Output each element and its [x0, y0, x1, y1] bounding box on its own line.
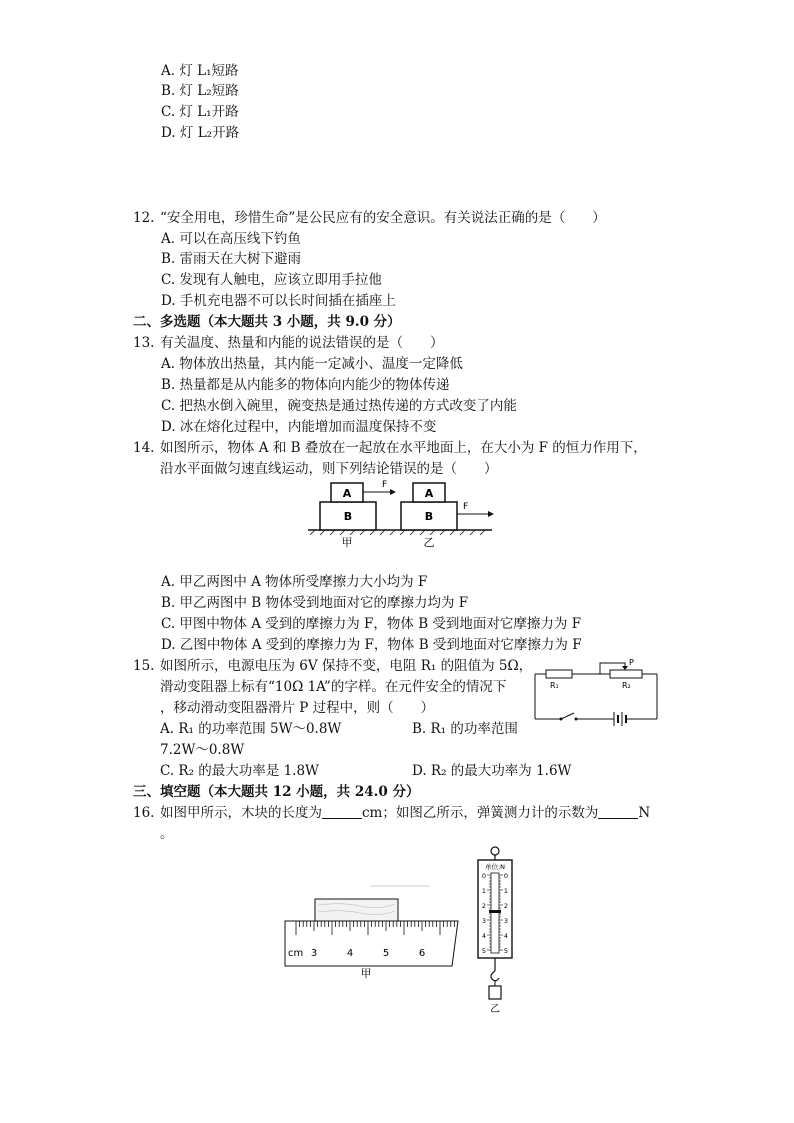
q13-option-c: C. 把热水倒入碗里，碗变热是通过热传递的方式改变了内能 [161, 398, 517, 414]
q15-stem-line3: ，移动滑动变阻器滑片 P 过程中，则（ ） [160, 700, 435, 716]
q16-blank-force[interactable] [598, 805, 638, 819]
ruler-body [285, 921, 458, 966]
scale-pointer [489, 910, 501, 913]
slider-label-p: P [629, 658, 634, 667]
q12-option-c: C. 发现有人触电，应该立即用手拉他 [161, 272, 382, 288]
wooden-block [315, 899, 398, 921]
q15-stem-line2: 滑动变阻器上标有“10Ω 1A”的字样。在元件安全的情况下 [160, 679, 507, 695]
label-r1: R₁ [550, 681, 559, 690]
meter-left-tick-5: 5 [481, 947, 487, 955]
meter-left-tick-4: 4 [481, 932, 487, 940]
rheostat-r2 [610, 670, 642, 678]
q15-circuit-diagram [530, 655, 662, 727]
jia-label-a: A [342, 487, 352, 500]
q11-option-b: B. 灯 L₂短路 [161, 83, 239, 99]
label-r2: R₂ [622, 681, 631, 690]
jia-caption: 甲 [341, 536, 353, 548]
meter-left-tick-2: 2 [481, 902, 487, 910]
meter-right-tick-0: 0 [503, 872, 509, 880]
q12-option-b: B. 雷雨天在大树下避雨 [161, 251, 302, 267]
scale-top-ring [491, 847, 499, 855]
yi-force-arrowhead [488, 511, 494, 517]
q11-option-c: C. 灯 L₁开路 [161, 104, 239, 120]
hanging-weight [489, 986, 501, 999]
q16-number: 16. [133, 805, 155, 821]
q15-option-a: A. R₁ 的功率范围 5W～0.8W [160, 721, 342, 737]
q16-spring-scale-figure [470, 845, 520, 1015]
meter-left-tick-1: 1 [481, 887, 487, 895]
yi-label-b: B [424, 510, 434, 523]
q15-number: 15. [133, 658, 155, 674]
switch-icon [561, 713, 574, 719]
q16-stem-part2: cm；如图乙所示，弹簧测力计的示数为 [362, 805, 599, 821]
q14-option-c: C. 甲图中物体 A 受到的摩擦力为 F，物体 B 受到地面对它摩擦力为 F [161, 616, 582, 632]
q15-option-c: C. R₂ 的最大功率是 1.8W [160, 763, 319, 779]
meter-right-tick-1: 1 [503, 887, 509, 895]
section-heading-multiple-choice: 二、多选题（本大题共 3 小题，共 9.0 分） [133, 314, 401, 330]
q14-option-b: B. 甲乙两图中 B 物体受到地面对它的摩擦力均为 F [161, 595, 469, 611]
q15-stem-line1: 如图所示，电源电压为 6V 保持不变，电阻 R₁ 的阻值为 5Ω， [160, 658, 533, 674]
q16-stem-unit-n: N [638, 805, 651, 821]
q12-number: 12. [133, 210, 155, 226]
scale-hook-icon [491, 971, 499, 981]
q12-option-a: A. 可以在高压线下钓鱼 [161, 231, 301, 247]
scale-caption: 乙 [490, 1004, 500, 1015]
yi-caption: 乙 [423, 536, 435, 548]
scale-header-label: 单位:N [484, 863, 506, 871]
yi-label-f: F [463, 502, 469, 512]
q16-stem-part1: 如图甲所示，木块的长度为 [160, 805, 322, 821]
battery-icon [614, 712, 626, 726]
q14-stem-line2: 沿水平面做匀速直线运动，则下列结论错误的是（ ） [160, 461, 498, 477]
q12-stem: “安全用电，珍惜生命”是公民应有的安全意识。有关说法正确的是（ ） [160, 210, 606, 226]
ruler-tick-5: 5 [382, 948, 390, 959]
q14-number: 14. [133, 440, 155, 456]
ruler-tick-6: 6 [418, 948, 426, 959]
meter-left-tick-3: 3 [481, 917, 487, 925]
q11-option-d: D. 灯 L₂开路 [161, 125, 240, 141]
slider-arrowhead [622, 666, 628, 670]
q14-option-a: A. 甲乙两图中 A 物体所受摩擦力大小均为 F [161, 574, 428, 590]
q15-option-b: B. R₁ 的功率范围 [412, 721, 518, 737]
q13-option-d: D. 冰在熔化过程中，内能增加而温度保持不变 [161, 419, 437, 435]
q11-option-a: A. 灯 L₁短路 [161, 63, 239, 79]
meter-left-tick-0: 0 [481, 872, 487, 880]
ruler-unit-label: cm [288, 948, 304, 959]
q15-option-d: D. R₂ 的最大功率为 1.6W [412, 763, 572, 779]
jia-force-arrowhead [390, 489, 396, 495]
meter-right-tick-3: 3 [503, 917, 509, 925]
meter-right-tick-4: 4 [503, 932, 509, 940]
ruler-caption: 甲 [360, 967, 372, 980]
q14-stem-line1: 如图所示，物体 A 和 B 叠放在一起放在水平地面上，在大小为 F 的恒力作用下， [160, 440, 647, 456]
q12-option-d: D. 手机充电器不可以长时间插在插座上 [161, 293, 396, 309]
q14-option-d: D. 乙图中物体 A 受到的摩擦力为 F，物体 B 受到地面对它摩擦力为 F [161, 637, 582, 653]
q13-option-a: A. 物体放出热量，其内能一定减小、温度一定降低 [161, 356, 463, 372]
q16-blank-length[interactable] [322, 805, 362, 819]
section-heading-fill-blank: 三、填空题（本大题共 12 小题，共 24.0 分） [133, 784, 420, 800]
jia-label-f: F [382, 480, 388, 490]
q15-option-b-continued: 7.2W～0.8W [160, 742, 245, 758]
q14-blocks-figure [300, 476, 500, 548]
jia-label-b: B [343, 510, 353, 523]
q13-number: 13. [133, 335, 155, 351]
ruler-tick-4: 4 [346, 948, 354, 959]
q13-stem: 有关温度、热量和内能的说法错误的是（ ） [160, 335, 444, 351]
q16-stem [160, 804, 650, 822]
ruler-tick-3: 3 [310, 948, 318, 959]
q16-ruler-figure [280, 880, 465, 980]
yi-label-a: A [424, 487, 434, 500]
q13-option-b: B. 热量都是从内能多的物体向内能少的物体传递 [161, 377, 450, 393]
q16-stem-end: 。 [160, 826, 174, 842]
meter-right-tick-2: 2 [503, 902, 509, 910]
meter-right-tick-5: 5 [503, 947, 509, 955]
resistor-r1 [546, 670, 572, 678]
